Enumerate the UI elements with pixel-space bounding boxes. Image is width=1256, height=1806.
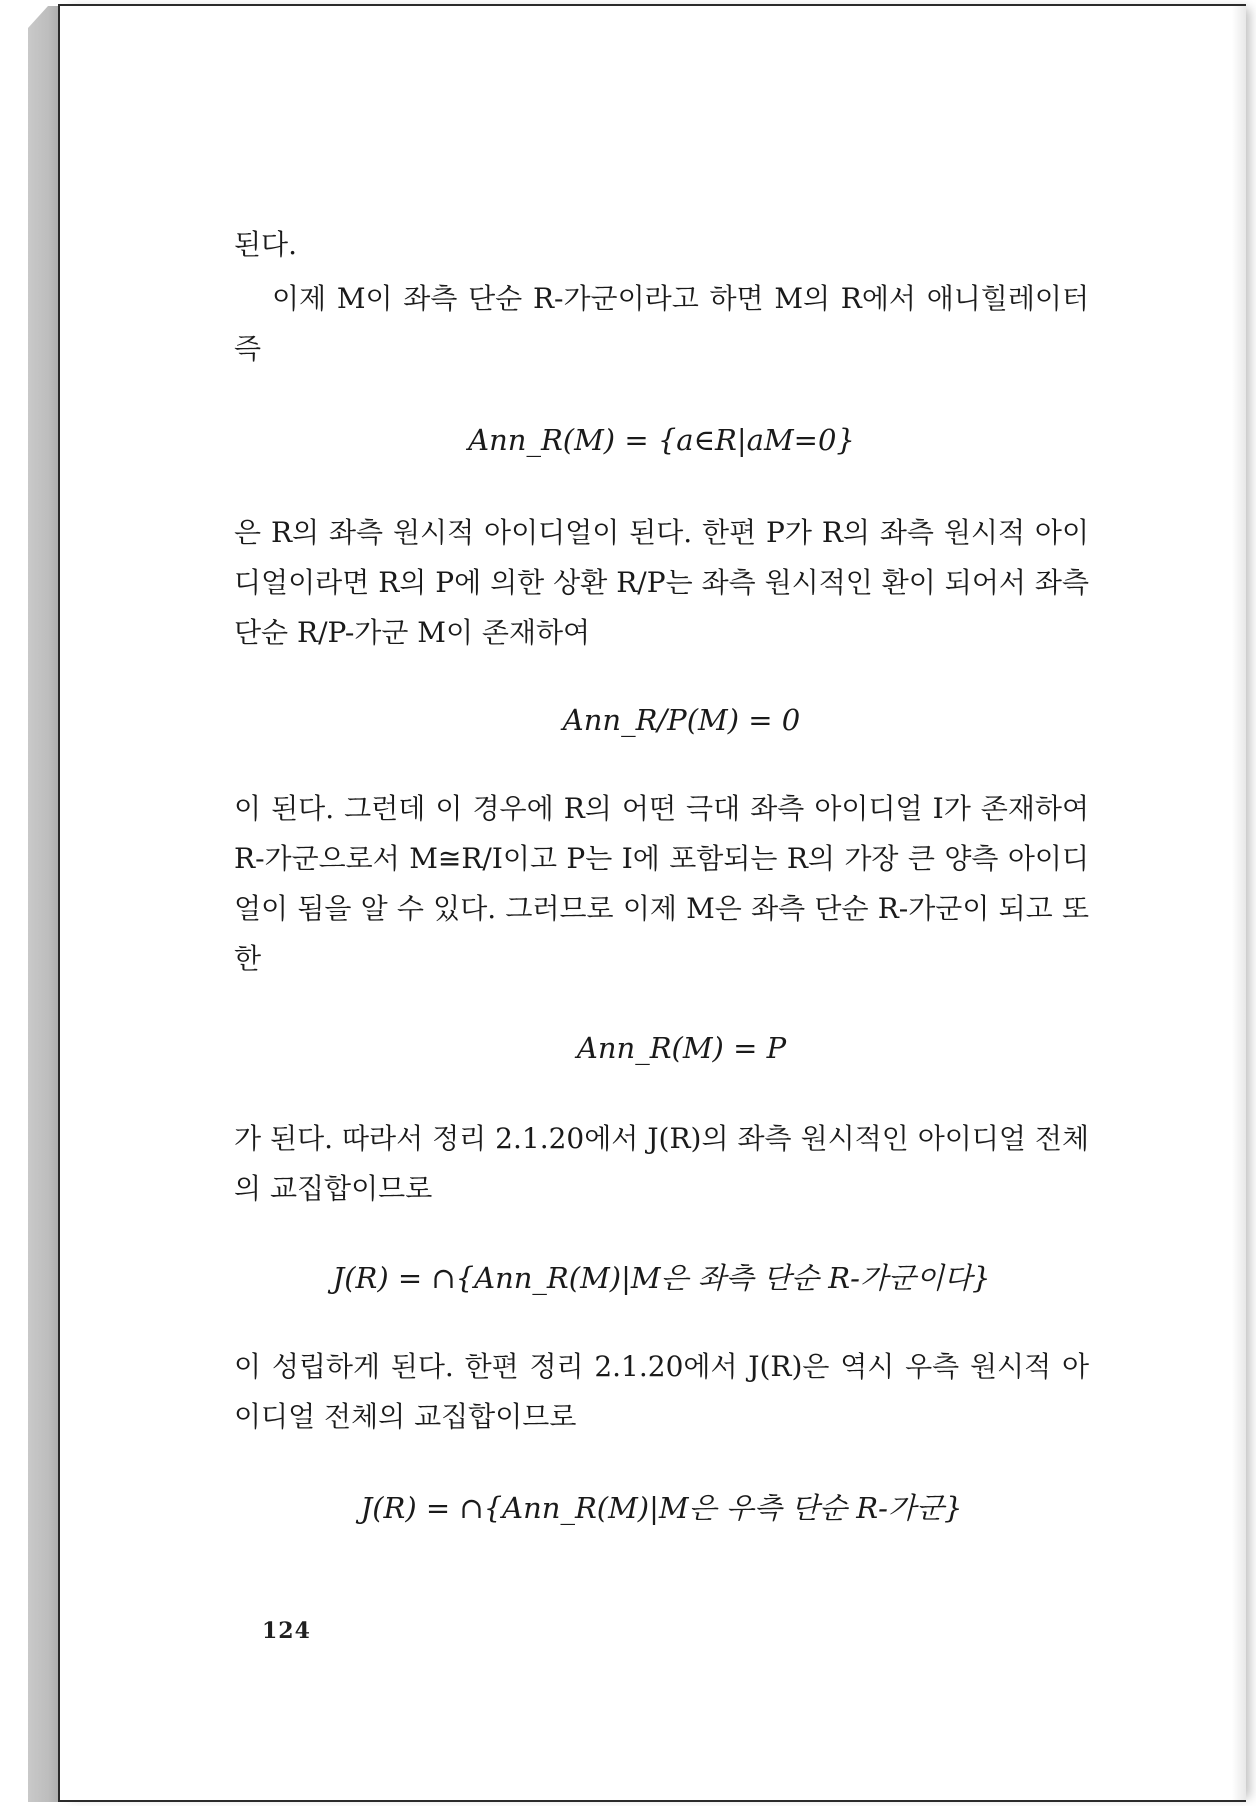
equation-annihilator: Ann_R(M) = {a∈R|aM=0} <box>468 423 855 457</box>
equation-jacobson-right: J(R) = ∩{Ann_R(M)|M은 우측 단순 R-가군} <box>360 1491 963 1525</box>
equation-annihilator-equals-p: Ann_R(M) = P <box>576 1031 787 1065</box>
page-content <box>234 220 1089 1552</box>
equation-jacobson-left: J(R) = ∩{Ann_R(M)|M은 좌측 단순 R-가군이다} <box>332 1261 991 1295</box>
paragraph-4: 이 된다. 그런데 이 경우에 R의 어떤 극대 좌측 아이디얼 I가 존재하여 R-가군으로서 M≅R/I이고 P는 I에 포함되는 R의 가장 큰 양측 아이디얼이 됨을 알 수 있다. 그러므로 이제 M은 좌측 단순 R-가군이 되고 또한 <box>234 792 1089 975</box>
paragraph-5: 가 된다. 따라서 정리 2.1.20에서 J(R)의 좌측 원시적인 아이디얼 전체의 교집합이므로 <box>234 1122 1089 1205</box>
paragraph-2: 이제 M이 좌측 단순 R-가군이라고 하면 M의 R에서 애니힐레이터 즉 <box>234 282 1089 365</box>
book-spine <box>28 6 62 1802</box>
page-edge <box>1232 6 1246 1800</box>
page-number: 124 <box>262 1618 311 1644</box>
paragraph-3: 은 R의 좌측 원시적 아이디얼이 된다. 한편 P가 R의 좌측 원시적 아이디얼이라면 R의 P에 의한 상환 R/P는 좌측 원시적인 환이 되어서 좌측 단순 R/P-가군 M이 존재하여 <box>234 516 1089 649</box>
paragraph-6: 이 성립하게 된다. 한편 정리 2.1.20에서 J(R)은 역시 우측 원시적 아이디얼 전체의 교집합이므로 <box>234 1350 1089 1433</box>
equation-annihilator-quotient: Ann_R/P(M) = 0 <box>562 703 801 737</box>
paragraph-1: 된다. <box>234 228 297 261</box>
